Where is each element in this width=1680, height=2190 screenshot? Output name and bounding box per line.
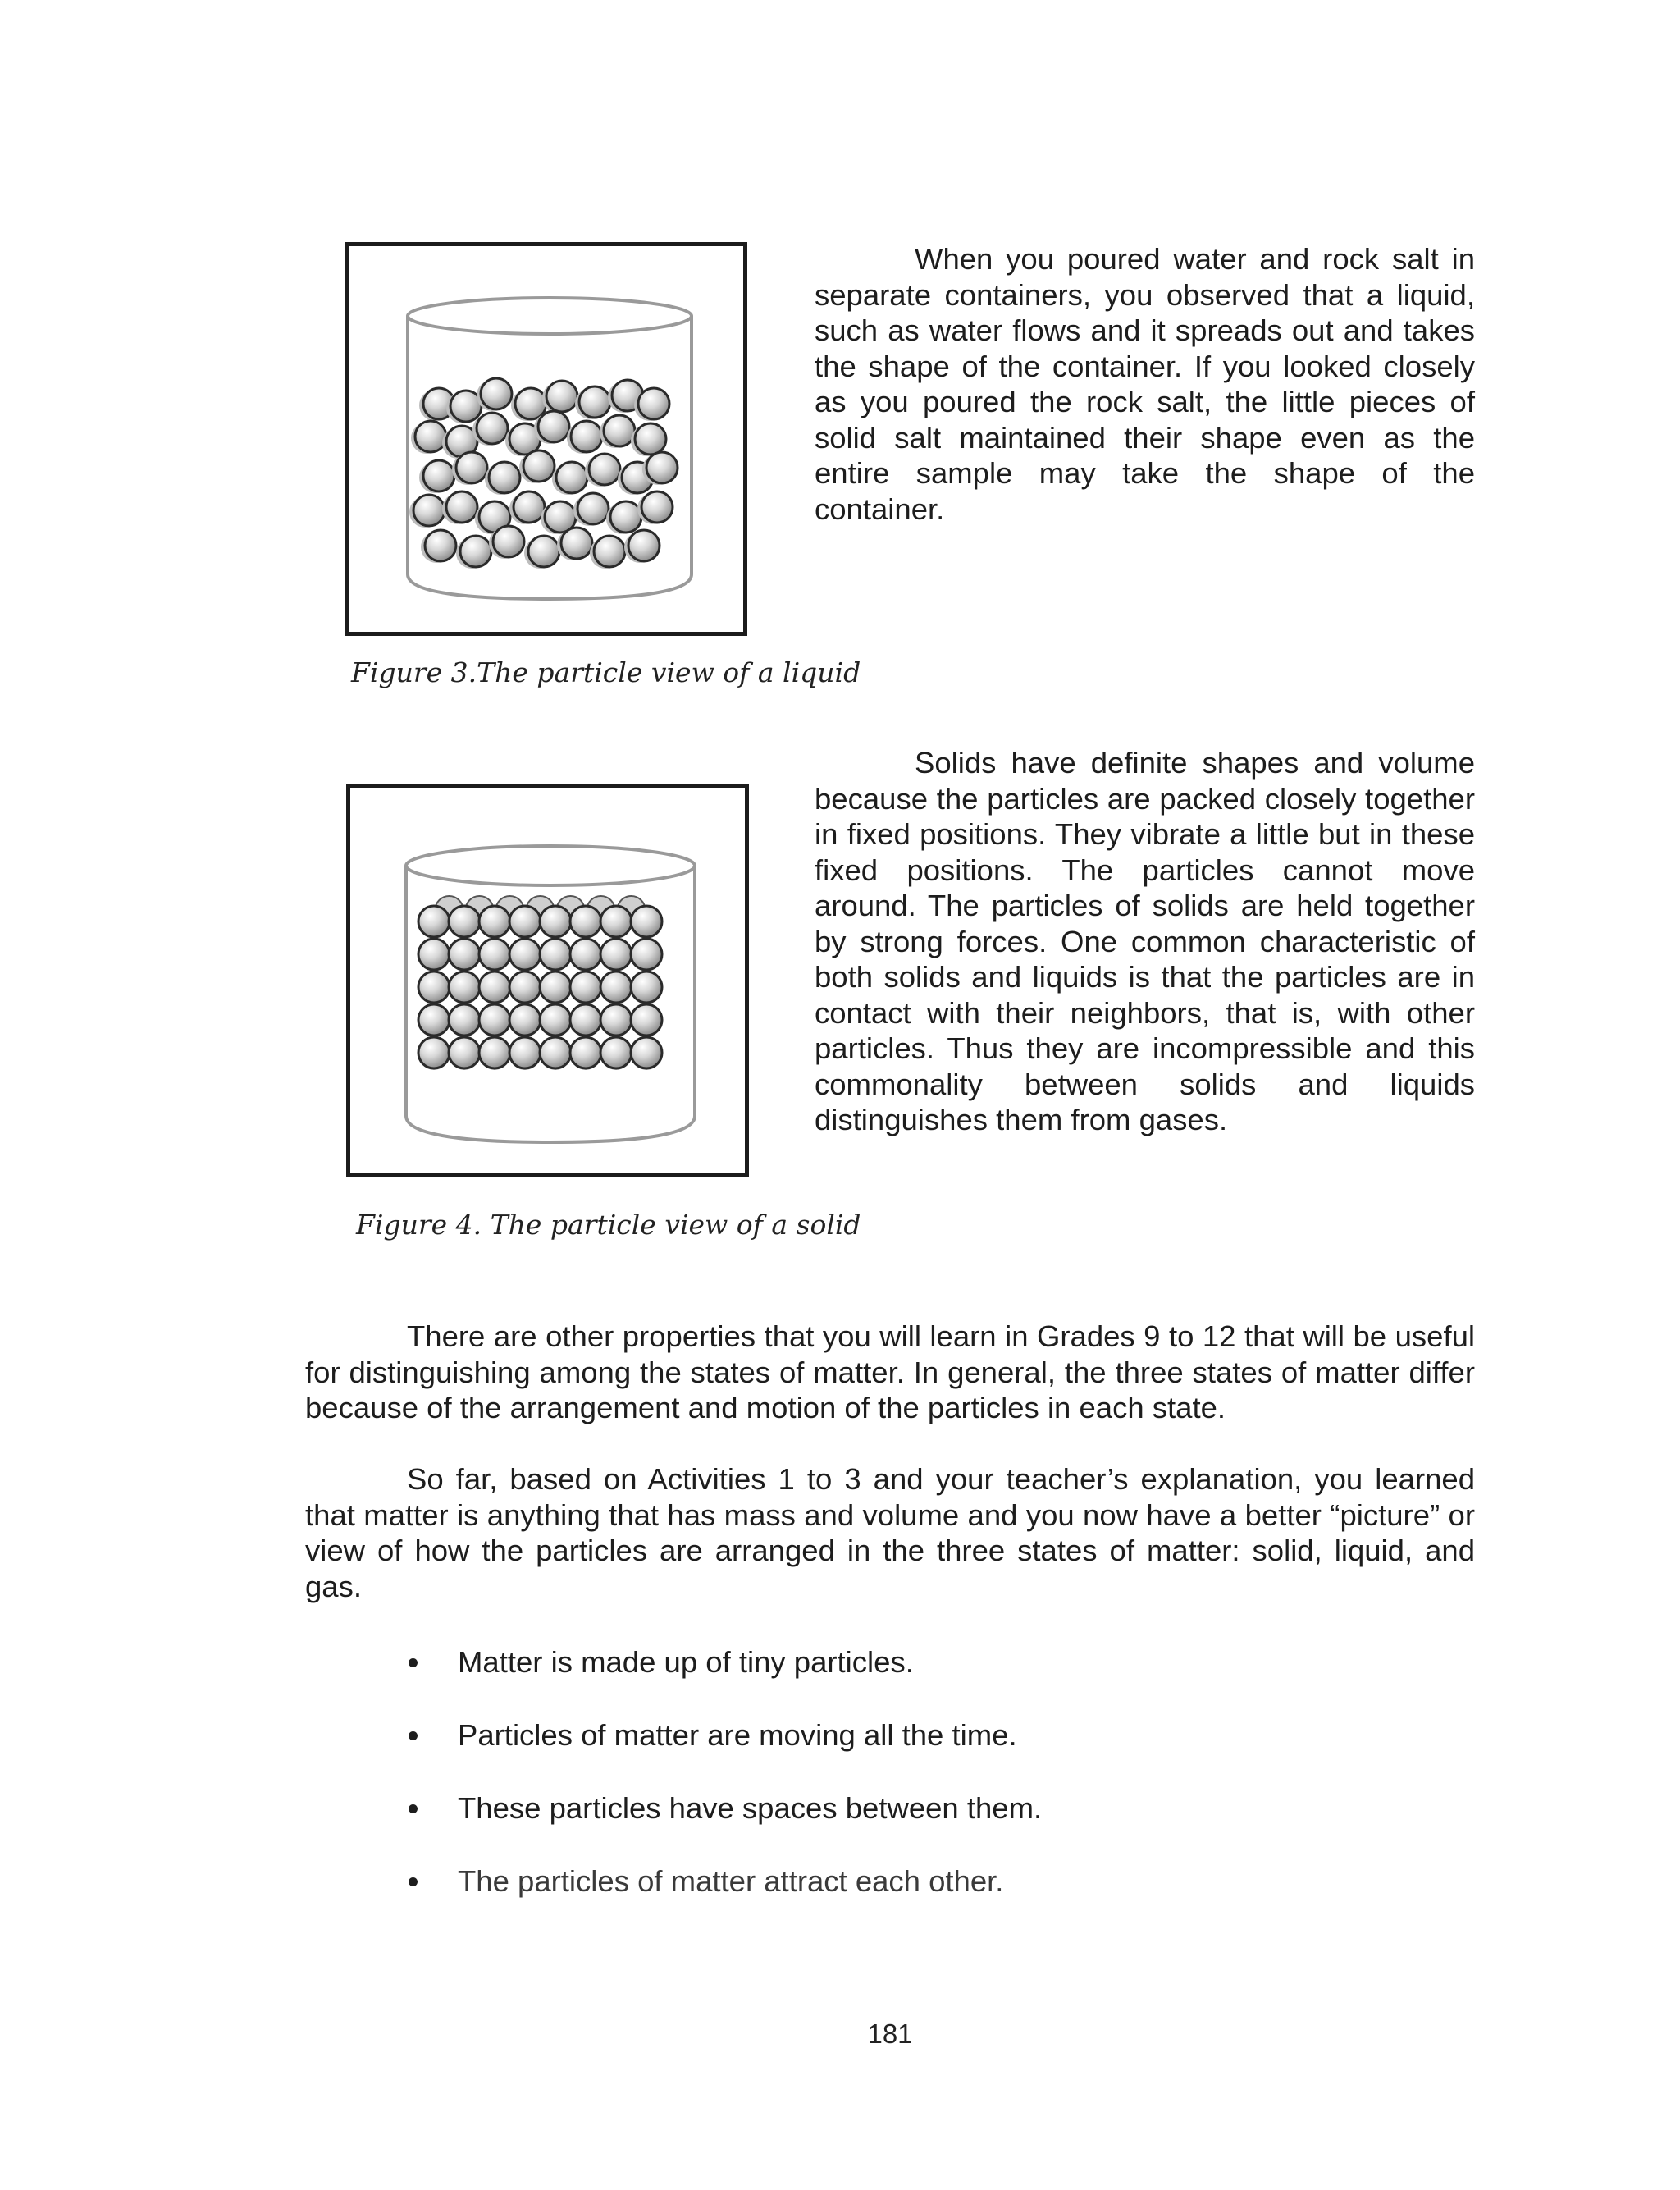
particle [600, 972, 632, 1003]
particle [479, 1004, 510, 1036]
particle [456, 452, 487, 483]
particle [600, 906, 632, 937]
particle [449, 906, 480, 937]
particle [540, 906, 571, 937]
figure-4-caption: Figure 4. The particle view of a solid [356, 1209, 861, 1241]
particle [418, 939, 450, 970]
particle [600, 939, 632, 970]
particle [418, 972, 450, 1003]
particle [570, 939, 601, 970]
particle [578, 493, 609, 524]
particle [546, 381, 578, 412]
particle [579, 386, 610, 418]
particle [509, 906, 541, 937]
particle [604, 415, 635, 446]
particle [540, 972, 571, 1003]
particle [638, 388, 669, 419]
particle [561, 528, 592, 559]
list-item: Matter is made up of tiny particles. [404, 1644, 1042, 1680]
particle [570, 906, 601, 937]
particle [600, 1037, 632, 1068]
particle [631, 1037, 662, 1068]
bullet-icon [409, 1731, 418, 1740]
liquid-particles [409, 378, 678, 569]
particle [540, 939, 571, 970]
particle [631, 972, 662, 1003]
list-item: The particles of matter attract each other. [404, 1863, 1042, 1900]
particle [415, 421, 446, 452]
particle [631, 1004, 662, 1036]
particle [479, 1037, 510, 1068]
particle [540, 1004, 571, 1036]
particle [477, 413, 508, 444]
liquid-beaker-drawing [349, 246, 743, 632]
particle [641, 491, 673, 523]
particle [509, 939, 541, 970]
particle [489, 462, 520, 493]
figure-4-solid-image [346, 784, 749, 1177]
particle [628, 530, 660, 561]
particle [570, 972, 601, 1003]
figure-3-liquid-image [345, 242, 747, 636]
particle [509, 1037, 541, 1068]
bullet-icon [409, 1877, 418, 1886]
bullet-icon [409, 1658, 418, 1667]
particle [610, 501, 641, 533]
particle [570, 1004, 601, 1036]
particle [449, 1037, 480, 1068]
particle [418, 1037, 450, 1068]
particle [418, 1004, 450, 1036]
particle [413, 495, 445, 526]
particle [449, 972, 480, 1003]
solid-beaker-drawing [350, 788, 745, 1173]
beaker-rim [406, 846, 695, 885]
particle [540, 1037, 571, 1068]
particle [589, 454, 620, 485]
particle [570, 1037, 601, 1068]
particle [646, 452, 678, 483]
particle [509, 1004, 541, 1036]
solid-particles [418, 896, 662, 1070]
particle [600, 1004, 632, 1036]
particle [528, 536, 559, 567]
particle [418, 906, 450, 937]
particle [509, 972, 541, 1003]
beaker-rim [408, 298, 692, 334]
summary-paragraph: So far, based on Activities 1 to 3 and your teacher’s explanation, you learned that matter is anything that has mass and volume and you now have a better “picture” or view of how the particles are arranged in the three states of matter: solid, liquid, and gas. [305, 1462, 1475, 1603]
particle [481, 378, 512, 409]
key-points-list [404, 1644, 1042, 1936]
particle [425, 530, 456, 561]
bullet-icon [409, 1804, 418, 1813]
particle [538, 411, 569, 442]
particle [449, 1004, 480, 1036]
liquid-paragraph: When you poured water and rock salt in separate containers, you observed that a liquid, such as water flows and it spreads out and takes the shape of the container. If you looked closely as you poured the rock salt, the little pieces of solid salt maintained their shape even as the entire sample may take the shape of the container. [815, 242, 1475, 526]
particle [479, 906, 510, 937]
particle [515, 388, 546, 419]
particle [479, 972, 510, 1003]
particle [449, 939, 480, 970]
list-item: These particles have spaces between them. [404, 1790, 1042, 1827]
solid-paragraph: Solids have definite shapes and volume because the particles are packed closely together in fixed positions. They vibrate a little but in these fixed positions. The particles cannot move around. The particles of solids are held together by strong forces. One common characteristic of both solids and liquids is that the particles are in contact with their neighbors, that is, with other particles. Thus they are incompressible and this commonality between solids and liquids distinguishes them from gases. [815, 746, 1475, 1136]
particle [556, 462, 587, 493]
particle [523, 450, 555, 482]
particle [446, 491, 477, 523]
particle [631, 906, 662, 937]
particle [635, 423, 666, 455]
particle [514, 491, 545, 523]
particle [479, 939, 510, 970]
particle [631, 939, 662, 970]
page-number: 181 [867, 2019, 913, 2049]
list-item: Particles of matter are moving all the time. [404, 1717, 1042, 1753]
particle [423, 460, 454, 491]
particle [571, 421, 602, 452]
figure-3-caption: Figure 3.The particle view of a liquid [351, 656, 861, 688]
particle [460, 536, 491, 567]
particle [594, 536, 625, 567]
particle [493, 526, 524, 557]
other-properties-paragraph: There are other properties that you will learn in Grades 9 to 12 that will be useful for distinguishing among the states of matter. In general, the three states of matter differ because of the arrangement and motion of the particles in each state. [305, 1319, 1475, 1424]
